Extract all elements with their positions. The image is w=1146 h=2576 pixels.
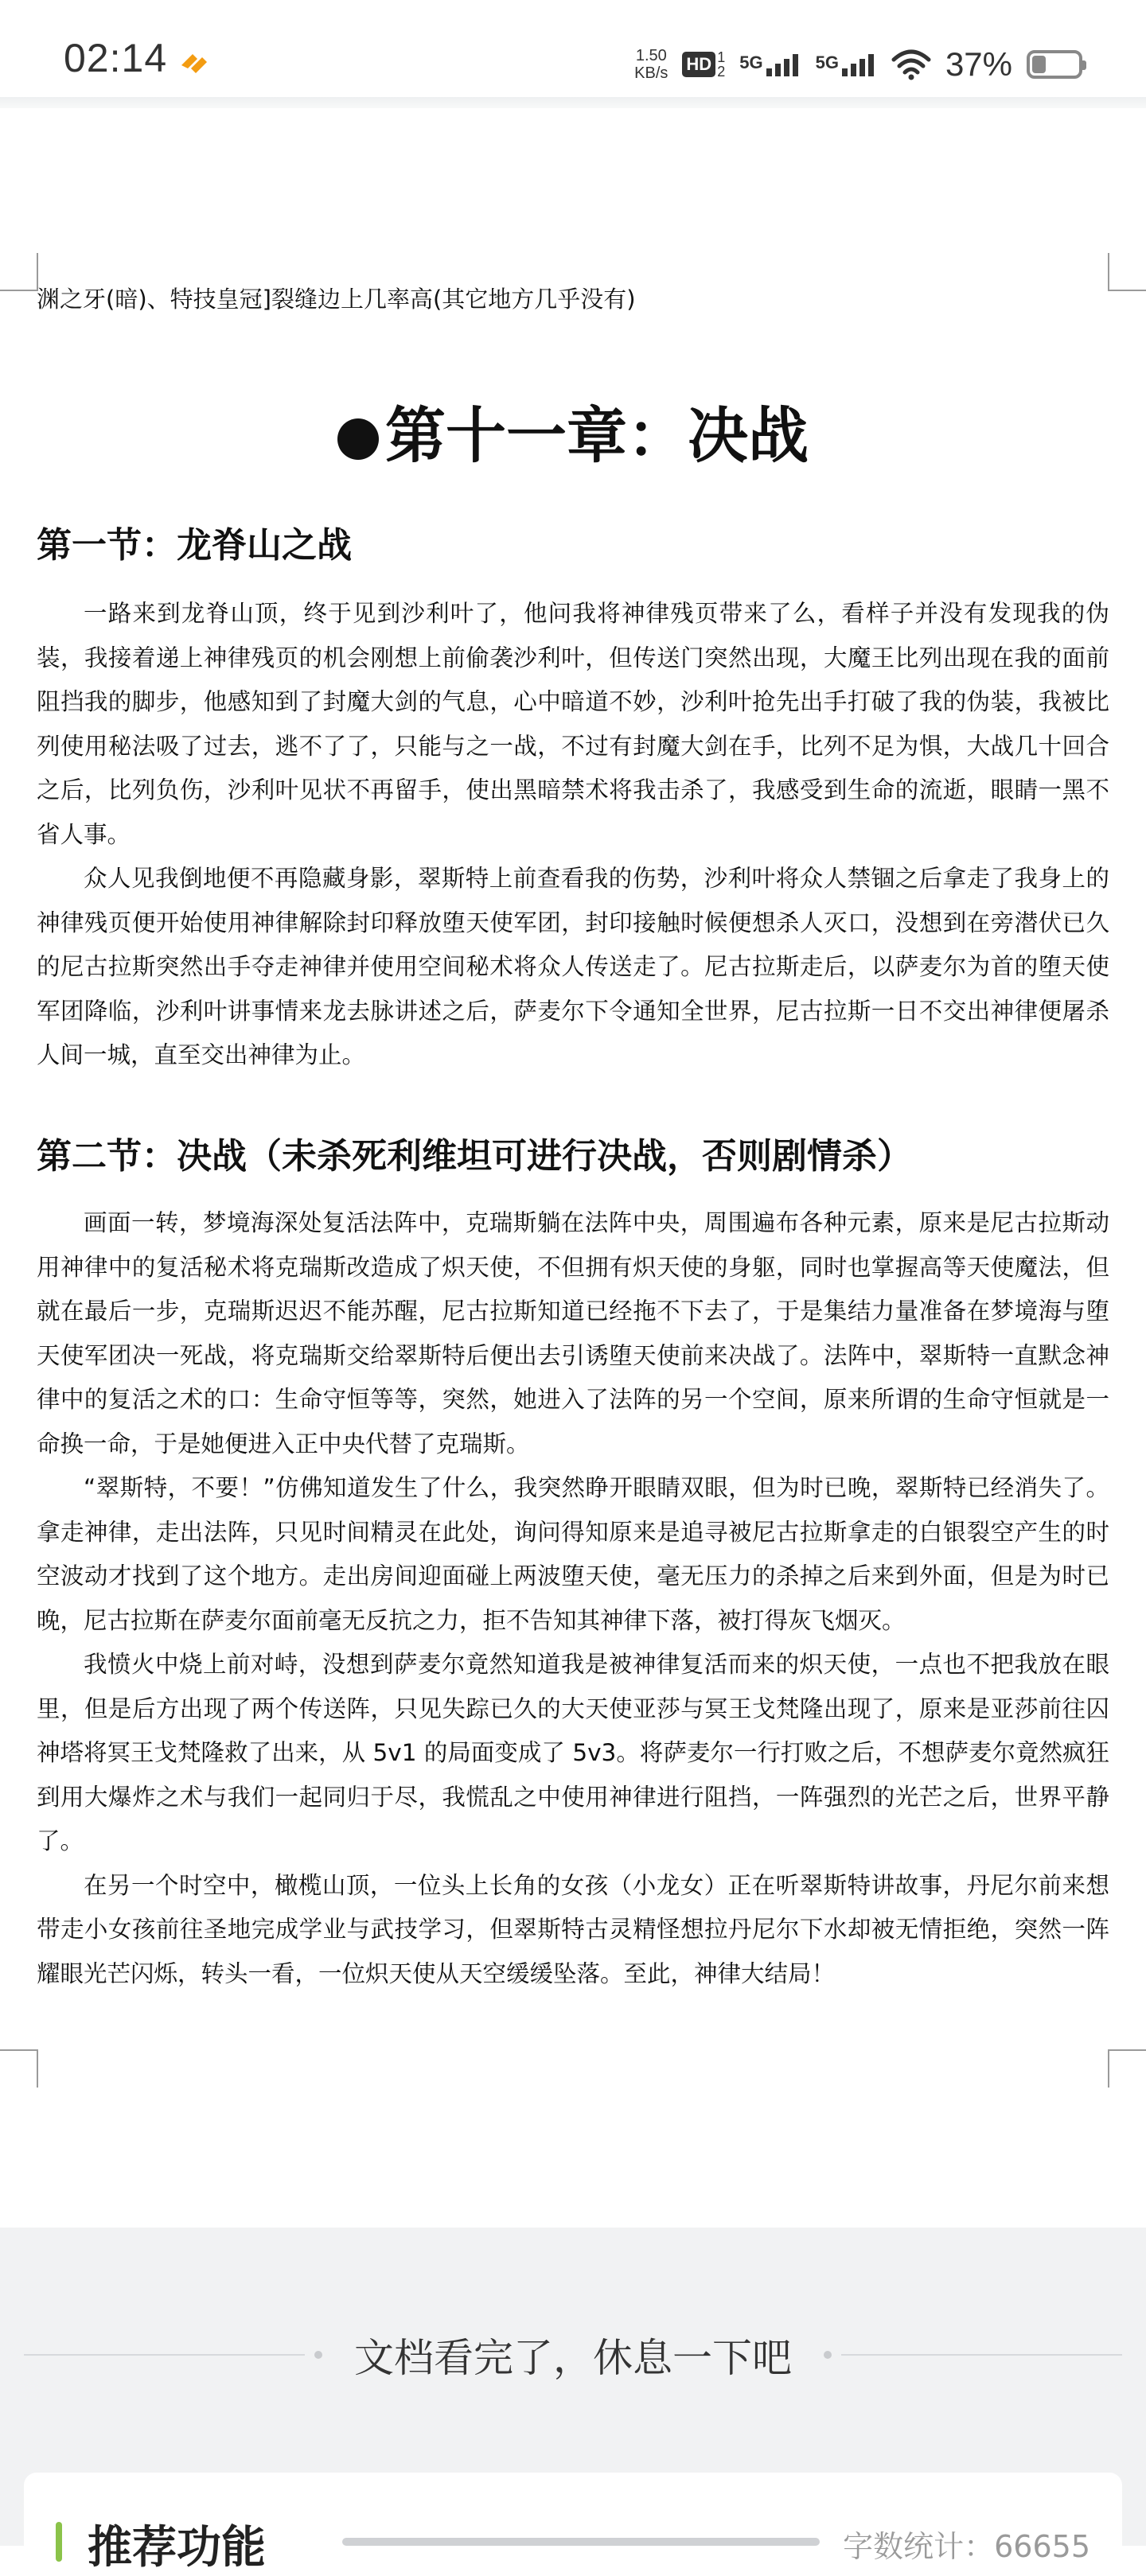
section-title: 第一节：龙脊山之战 <box>37 525 352 566</box>
signal-5g-1 <box>739 53 801 76</box>
paragraph: 画面一转，梦境海深处复活法阵中，克瑞斯躺在法阵中央，周围遍布各种元素，原来是尼古拉斯动用神律中的复活秘术将克瑞斯改造成了炽天使，不但拥有炽天使的身躯，同时也掌握高等天使魔法，但就在最后一步，克瑞斯迟迟不能苏醒，尼古拉斯知道已经拖不下去了，于是集结力量准备在梦境海与堕天使军团决一死战，将克瑞斯交给翠斯特后便出去引诱堕天使前来决战了。法阵中，翠斯特一直默念神律中的复活之术的口：生命守恒等等，突然，她进入了法阵的另一个空间，原来所谓的生命守恒就是一命换一命，于是她便进入正中央代替了克瑞斯。 <box>37 1209 1109 1457</box>
end-divider <box>24 2331 1122 2379</box>
battery-fill <box>1032 56 1046 73</box>
section-body <box>37 592 1109 1078</box>
paragraph: 众人见我倒地便不再隐藏身影，翠斯特上前查看我的伤势，沙利叶将众人禁锢之后拿走了我身上的神律残页便开始使用神律解除封印释放堕天使军团，封印接触时候便想杀人灭口，没想到在旁潜伏已久的尼古拉斯突然出手夺走神律并使用空间秘术将众人传送走了。尼古拉斯走后，以萨麦尔为首的堕天使军团降临，沙利叶讲事情来龙去脉讲述之后，萨麦尔下令通知全世界，尼古拉斯一日不交出神律便屠杀人间一城，直至交出神律为止。 <box>37 865 1109 1068</box>
chapter-title-text: 第十一章：决战 <box>385 400 809 471</box>
network-speed-value: 1.50 <box>635 47 667 64</box>
network-speed-unit: KB/s <box>634 64 668 82</box>
document-end-area <box>0 2228 1146 2574</box>
wifi-icon <box>891 49 931 80</box>
hd-voice-badge <box>682 50 725 79</box>
section-body <box>37 1201 1109 1996</box>
network-speed <box>634 47 668 82</box>
toolbar-shadow <box>0 97 1146 108</box>
status-bar <box>0 0 1146 97</box>
divider-dot-icon <box>824 2351 832 2359</box>
app-notification-icon <box>177 45 212 80</box>
signal-icon <box>842 53 877 76</box>
battery-icon <box>1027 50 1082 79</box>
word-count-button[interactable]: 字数统计：66655 <box>843 2529 1090 2564</box>
status-time: 02:14 <box>64 36 168 80</box>
recommend-scroll-indicator[interactable] <box>342 2538 820 2546</box>
paragraph: “翠斯特，不要！”仿佛知道发生了什么，我突然睁开眼睛双眼，但为时已晚，翠斯特已经消失了。拿走神律，走出法阵，只见时间精灵在此处，询问得知原来是追寻被尼古拉斯拿走的白银裂空产生的时空波动才找到了这个地方。走出房间迎面碰上两波堕天使，毫无压力的杀掉之后来到外面，但是为时已晚，尼古拉斯在萨麦尔面前毫无反抗之力，拒不告知其神律下落，被打得灰飞烟灭。 <box>37 1474 1109 1634</box>
battery-percent: 37% <box>945 45 1012 83</box>
crop-mark-top-right <box>1108 253 1146 291</box>
crop-mark-bottom-right <box>1108 2049 1146 2088</box>
recommend-card[interactable] <box>24 2473 1122 2574</box>
document-page[interactable] <box>0 108 1146 2228</box>
hd-sub-bottom: 2 <box>717 64 726 80</box>
recommend-accent-bar <box>56 2522 62 2562</box>
signal-icon <box>766 53 801 76</box>
signal-5g-2 <box>816 53 877 76</box>
paragraph: 在另一个时空中，橄榄山顶，一位头上长角的女孩（小龙女）正在听翠斯特讲故事，丹尼尔前来想带走小女孩前往圣地完成学业与武技学习，但翠斯特古灵精怪想拉丹尼尔下水却被无情拒绝，突然一阵耀眼光芒闪烁，转头一看，一位炽天使从天空缓缓坠落。至此，神律大结局！ <box>37 1871 1109 1987</box>
chapter-title <box>0 396 1146 476</box>
paragraph: 一路来到龙脊山顶，终于见到沙利叶了，他问我将神律残页带来了么，看样子并没有发现我的伪装，我接着递上神律残页的机会刚想上前偷袭沙利叶，但传送门突然出现，大魔王比列出现在我的面前阻挡我的脚步，他感知到了封魔大剑的气息，心中暗道不妙，沙利叶抢先出手打破了我的伪装，我被比列使用秘法吸了过去，逃不了了，只能与之一战，不过有封魔大剑在手，比列不足为惧，大战几十回合之后，比列负伤，沙利叶见状不再留手，使出黑暗禁术将我击杀了，我感受到生命的流逝，眼睛一黑不省人事。 <box>37 600 1109 848</box>
previous-page-tail: 渊之牙(暗)、特技皇冠]裂缝边上几率高(其它地方几乎没有) <box>37 286 636 313</box>
crop-mark-top-left <box>0 253 38 291</box>
bullet-icon <box>337 418 379 460</box>
status-icons <box>634 40 1082 89</box>
divider-dot-icon <box>314 2351 322 2359</box>
signal-5g-label-1: 5G <box>739 53 763 72</box>
crop-mark-bottom-left <box>0 2049 38 2088</box>
hd-label: HD <box>682 52 715 77</box>
section-title: 第二节：决战（未杀死利维坦可进行决战，否则剧情杀） <box>37 1136 912 1177</box>
hd-sub-top: 1 <box>717 49 726 65</box>
signal-5g-label-2: 5G <box>815 53 839 72</box>
end-of-document-message: 文档看完了，休息一下吧 <box>354 2335 792 2381</box>
recommend-title: 推荐功能 <box>88 2522 266 2574</box>
paragraph: 我愤火中烧上前对峙，没想到萨麦尔竟然知道我是被神律复活而来的炽天使，一点也不把我放在眼里，但是后方出现了两个传送阵，只见失踪已久的大天使亚莎与冥王戈梵隆出现了，原来是亚莎前往囚神塔将冥王戈梵隆救了出来，从 5v1 的局面变成了 5v3。将萨麦尔一行打败之后，不想萨麦尔竟然疯狂到用大爆炸之术与我们一起同归于尽，我慌乱之中使用神律进行阻挡，一阵强烈的光芒之后，世界平静了。 <box>37 1651 1109 1854</box>
